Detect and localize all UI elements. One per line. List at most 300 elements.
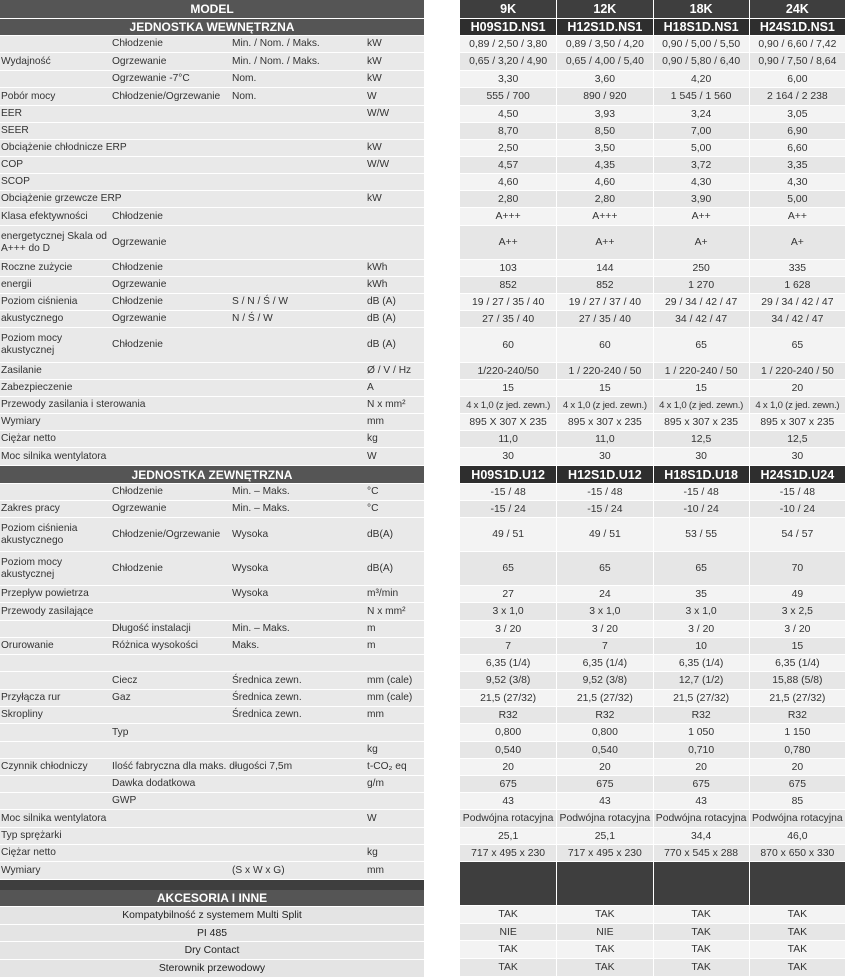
indoor-c4-cell: kW (367, 73, 382, 84)
accessory-value-row-cell: TAK (460, 906, 556, 923)
outdoor-label-row (0, 845, 424, 862)
indoor-c4-cell: kW (367, 55, 382, 67)
outdoor-value-row (460, 501, 845, 518)
outdoor-c3-cell: Wysoka (232, 562, 269, 574)
outdoor-value-row-cell: 15,88 (5/8) (749, 672, 845, 689)
outdoor-value-row-cell: Podwójna rotacyjna (653, 810, 749, 827)
outdoor-value-row (460, 638, 845, 655)
indoor-value-row-cell: 4,57 (460, 157, 556, 173)
indoor-c4-cell: dB (A) (367, 313, 396, 324)
indoor-value-row-cell: 15 (556, 380, 652, 396)
section-gap (0, 880, 424, 890)
outdoor-c4-cell: mm (cale) (367, 692, 413, 703)
indoor-label-row (0, 363, 424, 380)
outdoor-c4-cell: mm (cale) (367, 674, 413, 686)
outdoor-c2-cell: Ogrzewanie (112, 503, 167, 514)
indoor-value-row (460, 174, 845, 191)
indoor-label-row (0, 226, 424, 260)
outdoor-value-row-cell: 0,780 (749, 742, 845, 758)
outdoor-c2-cell: Chłodzenie/Ogrzewanie (112, 528, 221, 540)
indoor-c1-cell: Wydajność (1, 55, 51, 67)
accessory-value-row-cell: TAK (653, 924, 749, 940)
indoor-value-row-cell: 4,30 (653, 174, 749, 190)
indoor-model-row (460, 19, 845, 36)
indoor-value-row-cell: 3,72 (653, 157, 749, 173)
outdoor-c2-cell: Ciecz (112, 674, 138, 686)
indoor-c1-cell: akustycznego (1, 313, 64, 324)
indoor-value-row-cell: 5,00 (749, 191, 845, 207)
accessory-value-row-cell: TAK (460, 941, 556, 958)
indoor-c2-cell: Ogrzewanie (112, 236, 167, 248)
outdoor-c3-cell: Min. – Maks. (232, 486, 290, 497)
indoor-c1-cell: Roczne zużycie (1, 262, 73, 273)
indoor-unit-header: JEDNOSTKA WEWNĘTRZNA (0, 19, 424, 36)
outdoor-c3-cell: Średnica zewn. (232, 709, 302, 720)
indoor-c4-cell: W (367, 450, 377, 462)
outdoor-value-row-cell: 3 x 1,0 (460, 603, 556, 620)
capacity-row (460, 0, 845, 19)
indoor-value-row-cell: 29 / 34 / 42 / 47 (749, 294, 845, 310)
indoor-value-row (460, 448, 845, 466)
accessory-value-row-cell: TAK (556, 941, 652, 958)
indoor-value-row-cell: 4,60 (460, 174, 556, 190)
indoor-value-row (460, 363, 845, 380)
indoor-c1-cell: COP (1, 159, 24, 170)
spec-values-column (460, 0, 845, 977)
indoor-c2-cell: Ogrzewanie (112, 313, 167, 324)
indoor-c1-cell: Poziom mocy akustycznej (1, 333, 63, 356)
outdoor-label-row (0, 759, 424, 776)
indoor-value-row-cell: 0,90 / 5,00 / 5,50 (653, 36, 749, 52)
outdoor-value-row-cell: R32 (460, 707, 556, 723)
indoor-label-row (0, 71, 424, 88)
outdoor-value-row-cell: 21,5 (27/32) (749, 690, 845, 706)
accessory-value-row-cell: TAK (556, 906, 652, 923)
outdoor-c3-cell: Średnica zewn. (232, 674, 302, 686)
outdoor-value-row-cell: 675 (556, 776, 652, 792)
outdoor-value-row-cell: 54 / 57 (749, 518, 845, 551)
indoor-value-row-cell: 4,60 (556, 174, 652, 190)
outdoor-c1-cell: Przepływ powietrza (1, 588, 89, 599)
outdoor-label-row (0, 638, 424, 655)
indoor-value-row-cell: 0,90 / 6,60 / 7,42 (749, 36, 845, 52)
indoor-model-row-cell: H18S1D.NS1 (653, 19, 749, 35)
outdoor-label-row (0, 776, 424, 793)
outdoor-value-row-cell: 9,52 (3/8) (556, 672, 652, 689)
indoor-label-row (0, 191, 424, 208)
indoor-c4-cell: N x mm² (367, 399, 406, 410)
indoor-c2-cell: Chłodzenie (112, 339, 163, 350)
indoor-value-row-cell: 4,30 (749, 174, 845, 190)
indoor-value-row (460, 277, 845, 294)
outdoor-value-row-cell: 6,35 (1/4) (556, 655, 652, 671)
outdoor-c1-cell: Ciężar netto (1, 847, 56, 858)
indoor-value-row-cell: 34 / 42 / 47 (749, 311, 845, 327)
indoor-label-row (0, 380, 424, 397)
outdoor-value-row-cell: Podwójna rotacyjna (749, 810, 845, 827)
outdoor-value-row-cell: 1 150 (749, 724, 845, 741)
outdoor-c3-cell: Wysoka (232, 528, 269, 540)
indoor-value-row (460, 380, 845, 397)
indoor-c2-cell: Chłodzenie (112, 296, 163, 307)
indoor-c4-cell: W/W (367, 159, 390, 170)
outdoor-value-row-cell: 85 (749, 793, 845, 809)
outdoor-value-row-cell: 25,1 (556, 828, 652, 844)
indoor-value-row-cell: 6,60 (749, 140, 845, 156)
indoor-value-row (460, 140, 845, 157)
indoor-label-row (0, 36, 424, 53)
outdoor-value-row-cell: 53 / 55 (653, 518, 749, 551)
accessory-value-row-cell: TAK (653, 906, 749, 923)
indoor-value-row-cell: 8,50 (556, 123, 652, 139)
accessory-value-row (460, 924, 845, 941)
accessory-value-row-cell: TAK (460, 959, 556, 976)
indoor-c1-cell: SEER (1, 125, 29, 136)
indoor-c4-cell: kW (367, 193, 382, 204)
indoor-value-row-cell: 6,00 (749, 71, 845, 87)
outdoor-c2-cell: Gaz (112, 692, 131, 703)
indoor-label-row (0, 174, 424, 191)
indoor-value-row (460, 53, 845, 71)
indoor-value-row-cell: 30 (460, 448, 556, 465)
indoor-label-row (0, 414, 424, 431)
outdoor-c4-cell: m³/min (367, 588, 399, 599)
indoor-value-row-cell: 3,35 (749, 157, 845, 173)
outdoor-c2-cell: Ilość fabryczna dla maks. długości 7,5m (112, 761, 293, 772)
outdoor-c3-cell: Min. – Maks. (232, 503, 290, 514)
outdoor-label-row (0, 793, 424, 810)
outdoor-value-row-cell: 43 (653, 793, 749, 809)
outdoor-c2-cell: Dawka dodatkowa (112, 778, 196, 789)
indoor-value-row-cell: 895 x 307 x 235 (653, 414, 749, 430)
outdoor-label-row (0, 655, 424, 672)
outdoor-value-row (460, 690, 845, 707)
gap-cell (749, 862, 845, 905)
outdoor-value-row-cell: 3 / 20 (749, 621, 845, 637)
indoor-value-row-cell: 3,50 (556, 140, 652, 156)
outdoor-value-row-cell: 25,1 (460, 828, 556, 844)
outdoor-value-row (460, 707, 845, 724)
indoor-value-row-cell: A++ (653, 208, 749, 225)
outdoor-c3-cell: Średnica zewn. (232, 692, 302, 703)
indoor-value-row-cell: 895 X 307 X 235 (460, 414, 556, 430)
outdoor-value-row-cell: Podwójna rotacyjna (556, 810, 652, 827)
outdoor-c4-cell: N x mm² (367, 605, 406, 617)
outdoor-label-row (0, 828, 424, 845)
indoor-label-row (0, 294, 424, 311)
indoor-value-row-cell: 852 (556, 277, 652, 293)
indoor-value-row-cell: 555 / 700 (460, 88, 556, 105)
outdoor-label-row (0, 742, 424, 759)
indoor-value-row-cell: 34 / 42 / 47 (653, 311, 749, 327)
outdoor-value-row-cell: 24 (556, 586, 652, 602)
indoor-c1-cell: Ciężar netto (1, 433, 56, 444)
outdoor-model-row-cell: H18S1D.U18 (653, 466, 749, 483)
outdoor-c4-cell: °C (367, 503, 379, 514)
outdoor-value-row-cell: 3 / 20 (460, 621, 556, 637)
indoor-value-row-cell: 0,65 / 3,20 / 4,90 (460, 53, 556, 70)
indoor-value-row-cell: 19 / 27 / 37 / 40 (556, 294, 652, 310)
outdoor-c4-cell: dB(A) (367, 528, 394, 540)
outdoor-label-row (0, 484, 424, 501)
section-gap-values (460, 862, 845, 906)
outdoor-value-row-cell: 7 (460, 638, 556, 654)
outdoor-value-row (460, 552, 845, 586)
outdoor-value-row-cell: 21,5 (27/32) (556, 690, 652, 706)
capacity-row-cell: 24K (749, 0, 845, 18)
outdoor-value-row-cell: 9,52 (3/8) (460, 672, 556, 689)
indoor-value-row (460, 414, 845, 431)
outdoor-c2-cell: Typ (112, 726, 129, 738)
indoor-c3-cell: Nom. (232, 90, 257, 102)
outdoor-c2-cell: Długość instalacji (112, 623, 191, 634)
outdoor-value-row-cell: 49 (749, 586, 845, 602)
accessories-header: AKCESORIA I INNE (0, 890, 424, 907)
indoor-value-row-cell: 6,90 (749, 123, 845, 139)
indoor-c2-cell: Chłodzenie (112, 38, 163, 49)
outdoor-label-row (0, 862, 424, 880)
outdoor-value-row-cell: 0,540 (556, 742, 652, 758)
indoor-value-row-cell: 4,50 (460, 106, 556, 122)
outdoor-c4-cell: t-CO₂ eq (367, 761, 407, 772)
indoor-c1-cell: Przewody zasilania i sterowania (1, 399, 146, 410)
indoor-value-row-cell: 1 / 220-240 / 50 (556, 363, 652, 379)
indoor-value-row (460, 191, 845, 208)
accessory-value-row-cell: TAK (653, 941, 749, 958)
outdoor-value-row-cell: 12,7 (1/2) (653, 672, 749, 689)
outdoor-label-row (0, 810, 424, 828)
indoor-value-row-cell: 4,35 (556, 157, 652, 173)
outdoor-value-row-cell: 35 (653, 586, 749, 602)
indoor-value-row-cell: A+ (749, 226, 845, 259)
indoor-value-row-cell: 103 (460, 260, 556, 276)
outdoor-value-row-cell: 3 x 1,0 (653, 603, 749, 620)
indoor-value-row (460, 260, 845, 277)
outdoor-c3-cell: Wysoka (232, 588, 269, 599)
indoor-c1-cell: Pobór mocy (1, 90, 56, 102)
outdoor-label-row (0, 603, 424, 621)
outdoor-value-row-cell: 20 (749, 759, 845, 775)
outdoor-label-row (0, 707, 424, 724)
outdoor-c1-cell: Wymiary (1, 864, 41, 876)
outdoor-c1-cell: Przewody zasilające (1, 605, 94, 617)
indoor-value-row-cell: 2 164 / 2 238 (749, 88, 845, 105)
indoor-c4-cell: kWh (367, 279, 388, 290)
gap-cell (653, 862, 749, 905)
outdoor-label-row (0, 724, 424, 742)
indoor-value-row-cell: 7,00 (653, 123, 749, 139)
outdoor-value-row-cell: 43 (556, 793, 652, 809)
indoor-label-row (0, 140, 424, 157)
indoor-value-row-cell: 0,90 / 7,50 / 8,64 (749, 53, 845, 70)
outdoor-c4-cell: W (367, 812, 377, 824)
indoor-value-row-cell: 11,0 (460, 431, 556, 447)
indoor-c1-cell: Obciążenie chłodnicze ERP (1, 142, 127, 153)
indoor-value-row (460, 311, 845, 328)
indoor-c1-cell: Klasa efektywności (1, 210, 88, 222)
outdoor-value-row-cell: 46,0 (749, 828, 845, 844)
indoor-c4-cell: dB (A) (367, 296, 396, 307)
outdoor-value-row (460, 810, 845, 828)
accessory-label-row: Dry Contact (0, 942, 424, 960)
accessory-value-row-cell: NIE (556, 924, 652, 940)
accessory-label-row: Kompatybilność z systemem Multi Split (0, 907, 424, 925)
indoor-value-row-cell: 0,65 / 4,00 / 5,40 (556, 53, 652, 70)
outdoor-c4-cell: g/m (367, 778, 384, 789)
outdoor-value-row-cell: 0,540 (460, 742, 556, 758)
outdoor-value-row-cell: 675 (460, 776, 556, 792)
indoor-c3-cell: Min. / Nom. / Maks. (232, 55, 320, 67)
outdoor-value-row (460, 672, 845, 690)
indoor-value-row-cell: 0,89 / 3,50 / 4,20 (556, 36, 652, 52)
outdoor-c2-cell: Różnica wysokości (112, 640, 199, 651)
outdoor-value-row-cell: 49 / 51 (556, 518, 652, 551)
outdoor-c4-cell: m (367, 623, 376, 634)
outdoor-value-row (460, 586, 845, 603)
outdoor-value-row (460, 845, 845, 862)
accessory-value-row (460, 941, 845, 959)
indoor-value-row-cell: 852 (460, 277, 556, 293)
outdoor-value-row-cell: 7 (556, 638, 652, 654)
indoor-value-row-cell: 2,80 (460, 191, 556, 207)
outdoor-value-row-cell: -15 / 24 (460, 501, 556, 517)
indoor-c2-cell: Ogrzewanie (112, 279, 167, 290)
indoor-value-row-cell: 60 (556, 328, 652, 362)
accessory-value-row-cell: TAK (653, 959, 749, 976)
indoor-c4-cell: A (367, 382, 374, 393)
indoor-value-row-cell: 1 / 220-240 / 50 (749, 363, 845, 379)
outdoor-label-row (0, 621, 424, 638)
indoor-c1-cell: Zasilanie (1, 365, 42, 376)
outdoor-c4-cell: kg (367, 847, 378, 858)
outdoor-value-row-cell: 717 x 495 x 230 (460, 845, 556, 861)
indoor-label-row (0, 328, 424, 363)
indoor-label-row (0, 53, 424, 71)
outdoor-c1-cell: Moc silnika wentylatora (1, 812, 107, 824)
outdoor-c4-cell: mm (367, 709, 384, 720)
outdoor-value-row (460, 828, 845, 845)
indoor-c2-cell: Ogrzewanie (112, 55, 167, 67)
indoor-c4-cell: W (367, 90, 377, 102)
indoor-value-row-cell: 4 x 1,0 (z jed. zewn.) (749, 397, 845, 413)
outdoor-value-row-cell: 21,5 (27/32) (460, 690, 556, 706)
indoor-value-row-cell: A++ (556, 226, 652, 259)
indoor-label-row (0, 431, 424, 448)
indoor-value-row-cell: 0,90 / 5,80 / 6,40 (653, 53, 749, 70)
outdoor-value-row-cell: R32 (653, 707, 749, 723)
indoor-value-row-cell: 3,60 (556, 71, 652, 87)
indoor-value-row-cell: 0,89 / 2,50 / 3,80 (460, 36, 556, 52)
indoor-value-row-cell: 895 x 307 x 235 (556, 414, 652, 430)
outdoor-value-row-cell: 717 x 495 x 230 (556, 845, 652, 861)
outdoor-value-row-cell: -15 / 48 (749, 484, 845, 500)
outdoor-label-row (0, 672, 424, 690)
indoor-value-row-cell: 4 x 1,0 (z jed. zewn.) (460, 397, 556, 413)
outdoor-c1-cell: Przyłącza rur (1, 692, 61, 703)
outdoor-value-row-cell: 870 x 650 x 330 (749, 845, 845, 861)
indoor-c1-cell: Moc silnika wentylatora (1, 450, 107, 462)
indoor-value-row-cell: 8,70 (460, 123, 556, 139)
indoor-c4-cell: W/W (367, 108, 390, 119)
outdoor-c4-cell: m (367, 640, 376, 651)
indoor-value-row-cell: 895 x 307 x 235 (749, 414, 845, 430)
indoor-value-row-cell: 3,30 (460, 71, 556, 87)
indoor-c1-cell: Wymiary (1, 416, 41, 427)
indoor-value-row-cell: A+++ (556, 208, 652, 225)
outdoor-value-row (460, 603, 845, 621)
indoor-value-row-cell: 65 (653, 328, 749, 362)
indoor-value-row-cell: 4 x 1,0 (z jed. zewn.) (556, 397, 652, 413)
outdoor-value-row-cell: 34,4 (653, 828, 749, 844)
indoor-value-row-cell: 4,20 (653, 71, 749, 87)
indoor-c3-cell: S / N / Ś / W (232, 296, 289, 307)
indoor-value-row (460, 36, 845, 53)
outdoor-c3-cell: Min. – Maks. (232, 623, 290, 634)
indoor-label-row (0, 277, 424, 294)
outdoor-c1-cell: Zakres pracy (1, 503, 60, 514)
outdoor-value-row-cell: -10 / 24 (653, 501, 749, 517)
indoor-c2-cell: Ogrzewanie -7°C (112, 73, 190, 84)
indoor-value-row (460, 431, 845, 448)
outdoor-value-row-cell: -10 / 24 (749, 501, 845, 517)
outdoor-c2-cell: GWP (112, 795, 137, 806)
outdoor-value-row (460, 518, 845, 552)
indoor-value-row-cell: 27 / 35 / 40 (460, 311, 556, 327)
indoor-c1-cell: energetycznej Skala od A+++ do D (1, 230, 107, 254)
indoor-c4-cell: Ø / V / Hz (367, 365, 412, 376)
indoor-c2-cell: Chłodzenie (112, 262, 163, 273)
indoor-c1-cell: Obciążenie grzewcze ERP (1, 193, 122, 204)
accessory-label-row: PI 485 (0, 925, 424, 942)
outdoor-c4-cell: mm (367, 864, 384, 876)
indoor-c1-cell: EER (1, 108, 22, 119)
outdoor-c3-cell: (S x W x G) (232, 864, 285, 876)
indoor-c4-cell: mm (367, 416, 384, 427)
outdoor-model-row-cell: H24S1D.U24 (749, 466, 845, 483)
accessory-value-row (460, 906, 845, 924)
indoor-label-row (0, 397, 424, 414)
indoor-value-row-cell: 20 (749, 380, 845, 396)
outdoor-value-row-cell: Podwójna rotacyjna (460, 810, 556, 827)
indoor-value-row-cell: 65 (749, 328, 845, 362)
indoor-value-row-cell: 29 / 34 / 42 / 47 (653, 294, 749, 310)
outdoor-value-row-cell: 675 (749, 776, 845, 792)
outdoor-value-row-cell: 6,35 (1/4) (749, 655, 845, 671)
outdoor-value-row-cell: 27 (460, 586, 556, 602)
outdoor-value-row-cell: 0,710 (653, 742, 749, 758)
outdoor-c1-cell: Czynnik chłodniczy (1, 761, 88, 772)
outdoor-c2-cell: Chłodzenie (112, 562, 163, 574)
indoor-value-row (460, 123, 845, 140)
indoor-value-row-cell: 30 (749, 448, 845, 465)
outdoor-label-row (0, 690, 424, 707)
outdoor-c1-cell: Skropliny (1, 709, 43, 720)
indoor-value-row (460, 157, 845, 174)
indoor-value-row-cell: 27 / 35 / 40 (556, 311, 652, 327)
indoor-value-row-cell: 335 (749, 260, 845, 276)
indoor-c4-cell: kW (367, 142, 382, 153)
outdoor-value-row-cell: 0,800 (556, 724, 652, 741)
indoor-value-row-cell: 1 270 (653, 277, 749, 293)
indoor-model-row-cell: H09S1D.NS1 (460, 19, 556, 35)
indoor-value-row-cell: 2,80 (556, 191, 652, 207)
accessory-value-row-cell: TAK (749, 941, 845, 958)
indoor-value-row (460, 71, 845, 88)
outdoor-value-row-cell: 65 (556, 552, 652, 585)
indoor-value-row-cell: 3,90 (653, 191, 749, 207)
outdoor-value-row-cell: 3 x 2,5 (749, 603, 845, 620)
indoor-value-row-cell: 1/220-240/50 (460, 363, 556, 379)
